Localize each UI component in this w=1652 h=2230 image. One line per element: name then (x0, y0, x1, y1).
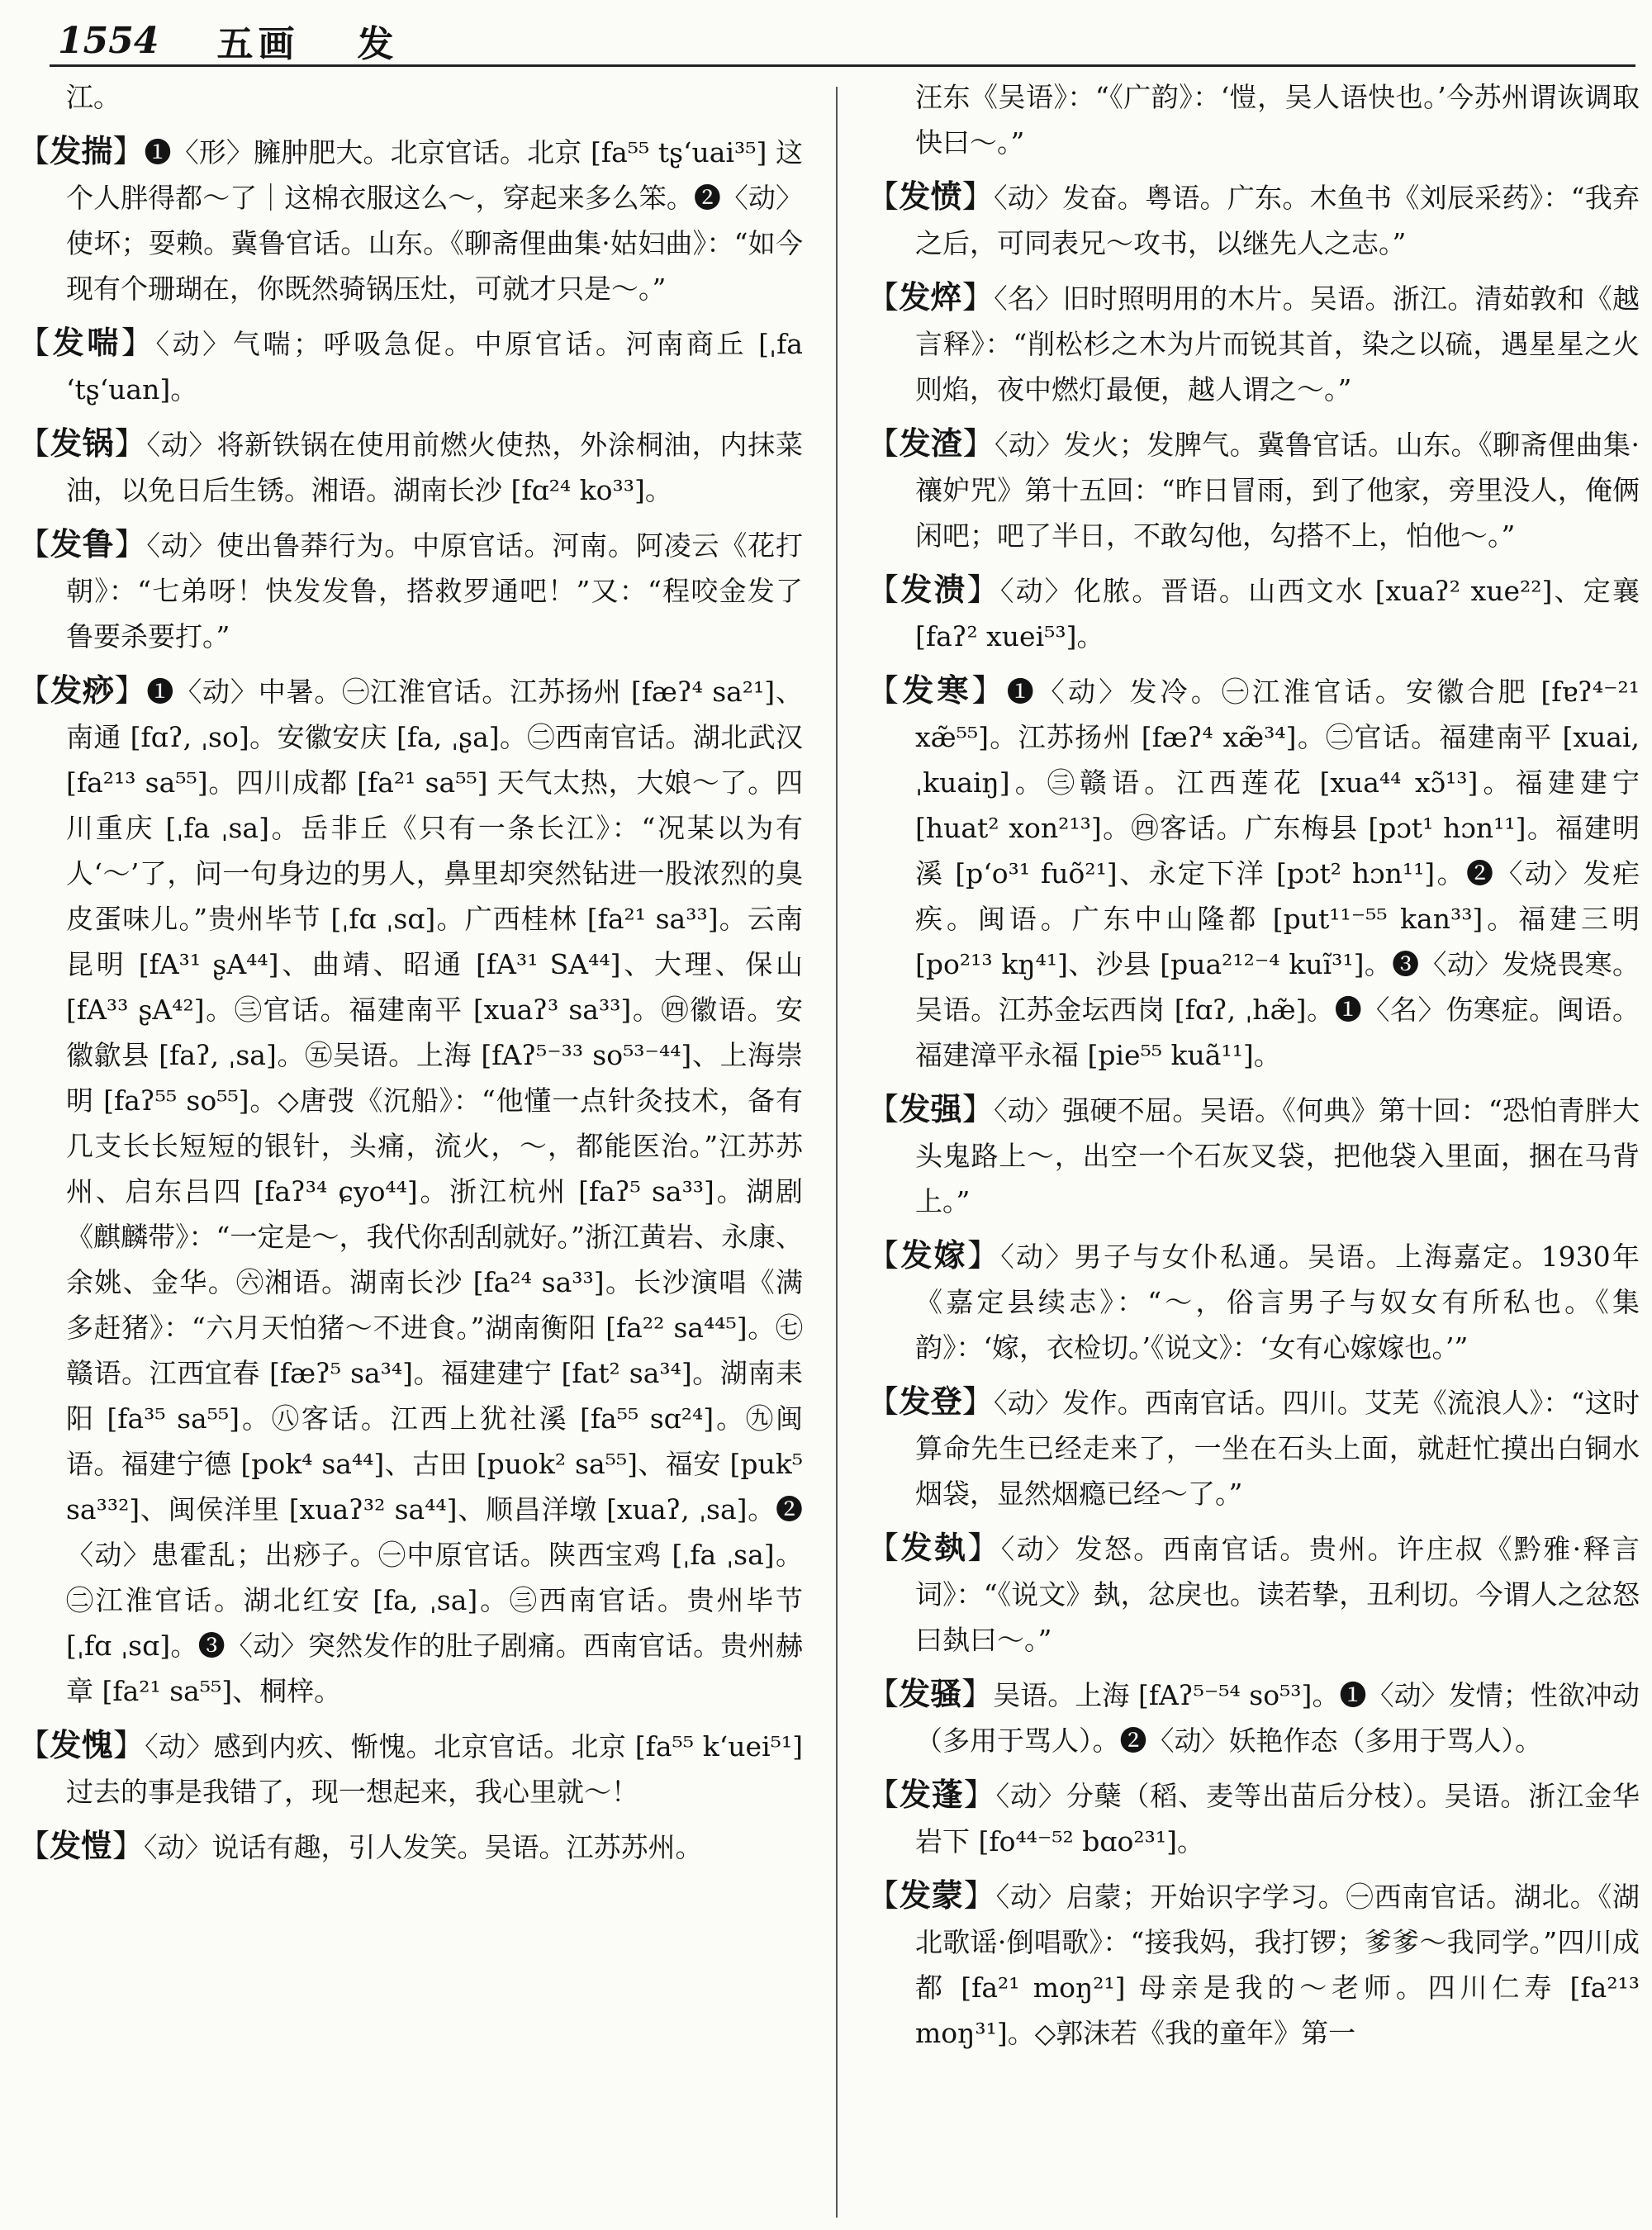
dictionary-entry: 【发强】〈动〉强硬不屈。吴语。《何典》第十回：“恐怕青胖大头鬼路上～，出空一个石灰叉袋，把他袋入里面，捆在马背上。” (867, 1090, 1640, 1217)
headword: 【发寒】 (867, 671, 1007, 709)
right-column (867, 74, 1640, 2222)
page-header (58, 12, 1635, 69)
headword: 【发愧】 (18, 1726, 145, 1763)
entry-continuation: 江。 (66, 81, 121, 113)
dictionary-entry: 【发愤】〈动〉发奋。粤语。广东。木鱼书《刘辰采药》：“我弃之后，可同表兄～攻书，以继先人之志。” (867, 178, 1640, 259)
dictionary-entry: 【发揣】❶〈形〉臃肿肥大。北京官话。北京 [fa⁵⁵ tʂ‘uai³⁵] 这个人胖得都～了｜这棉衣服这么～，穿起来多么笨。❷〈动〉使坏；耍赖。冀鲁官话。山东。《聊斋俚曲集·姑妇曲》：“如今现有个珊瑚在，你既然骑锅压灶，可就才只是～。” (18, 132, 803, 305)
dictionary-entry: 【发埶】〈动〉发怒。西南官话。贵州。许庄叔《黔雅·释言词》：“《说文》埶，忿戾也。读若挚，丑利切。今谓人之忿怒曰埶曰～。” (867, 1529, 1640, 1656)
dictionary-entry: 【发寒】❶〈动〉发冷。㊀江淮官话。安徽合肥 [fɐʔ⁴⁻²¹ xæ̃⁵⁵]。江苏扬州 [fæʔ⁴ xæ̃³⁴]。㊁官话。福建南平 [xuai, ˌkuaiŋ]。㊂赣语。江西莲花 [xua⁴⁴ xɔ̃¹³]。福建建宁 [huat² xon²¹³]。㊃客话。广东梅县 [pɔt¹ hɔn¹¹]。福建明溪 [p‘o³¹ fuõ²¹]、永定下洋 [pɔt² hɔn¹¹]。❷〈动〉发疟疾。闽语。广东中山隆都 [put¹¹⁻⁵⁵ kan³³]。福建三明 [po²¹³ kŋ⁴¹]、沙县 [pua²¹²⁻⁴ kuĩ³¹]。❸〈动〉发烧畏寒。吴语。江苏金坛西岗 [fɑʔ, ˌhæ̃]。❶〈名〉伤寒症。闽语。福建漳平永福 [pie⁵⁵ kuã¹¹]。 (867, 671, 1640, 1071)
page-number: 1554 (58, 19, 159, 62)
dictionary-entry: 【发焠】〈名〉旧时照明用的木片。吴语。浙江。清茹敦和《越言释》：“削松杉之木为片而锐其首，染之以硫，遇星星之火则焰，夜中燃灯最便，越人谓之～。” (867, 278, 1640, 406)
headword: 【发蓬】 (867, 1776, 996, 1813)
section-char: 发 (357, 23, 399, 65)
section-title: 五画 (216, 23, 300, 65)
dictionary-entry: 【发鲁】〈动〉使出鲁莽行为。中原官话。河南。阿凌云《花打朝》：“七弟呀！快发发鲁，搭救罗通吧！”又：“程咬金发了鲁要杀要打。” (18, 525, 803, 652)
headword: 【发鲁】 (18, 525, 147, 562)
headword: 【发喘】 (18, 324, 156, 361)
headword: 【发登】 (867, 1383, 995, 1420)
headword: 【发强】 (867, 1090, 995, 1127)
headword: 【发渣】 (867, 425, 995, 462)
dictionary-entry: 【发锅】〈动〉将新铁锅在使用前燃火使热，外涂桐油，内抹菜油，以免日后生锈。湘语。湖南长沙 [fɑ²⁴ ko³³]。 (18, 425, 803, 506)
headword: 【发骚】 (867, 1675, 994, 1712)
dictionary-entry: 【发骚】吴语。上海 [fAʔ⁵⁻⁵⁴ so⁵³]。❶〈动〉发情；性欲冲动（多用于骂人）。❷〈动〉妖艳作态（多用于骂人）。 (867, 1675, 1640, 1757)
headword: 【发愷】 (18, 1827, 145, 1864)
headword: 【发埶】 (867, 1529, 1001, 1566)
headword: 【发锅】 (18, 425, 147, 462)
headword: 【发揣】 (18, 132, 145, 169)
headword: 【发嫁】 (867, 1236, 1001, 1274)
dictionary-entry: 【发登】〈动〉发作。西南官话。四川。艾芜《流浪人》：“这时算命先生已经走来了，一坐在石头上面，就赶忙摸出白铜水烟袋，显然烟瘾已经～了。” (867, 1383, 1640, 1510)
dictionary-entry: 【发愧】〈动〉感到内疚、惭愧。北京官话。北京 [fa⁵⁵ k‘uei⁵¹] 过去的事是我错了，现一想起来，我心里就～！ (18, 1726, 803, 1808)
column-divider (836, 87, 838, 2218)
headword: 【发痧】 (18, 671, 147, 709)
dictionary-entry: 【发嫁】〈动〉男子与女仆私通。吴语。上海嘉定。1930年《嘉定县续志》：“～，俗言男子与奴女有所私也。《集韵》：‘嫁，衣检切。’《说文》：‘女有心嫁嫁也。’” (867, 1236, 1640, 1364)
entry-continuation: 汪东《吴语》：“《广韵》：‘愷，吴人语快也。’今苏州谓诙调取快曰～。” (915, 81, 1640, 159)
header-rule (50, 64, 1635, 67)
headword: 【发溃】 (867, 571, 1000, 608)
dictionary-entry: 【发蓬】〈动〉分蘖（稻、麦等出苗后分枝）。吴语。浙江金华岩下 [fo⁴⁴⁻⁵² bɑo²³¹]。 (867, 1776, 1640, 1858)
dictionary-entry: 【发痧】❶〈动〉中暑。㊀江淮官话。江苏扬州 [fæʔ⁴ sa²¹]、南通 [fɑʔ, ˌso]。安徽安庆 [fa, ˌʂa]。㊁西南官话。湖北武汉 [fa²¹³ sa⁵⁵]。四川成都 [fa²¹ sa⁵⁵] 天气太热，大娘～了。四川重庆 [ˌfa ˌsa]。岳非丘《只有一条长江》：“况某以为有人‘～’了，问一句身边的男人，鼻里却突然钻进一股浓烈的臭皮蛋味儿。”贵州毕节 [ˌfɑ ˌsɑ]。广西桂林 [fa²¹ sa³³]。云南昆明 [fA³¹ ʂA⁴⁴]、曲靖、昭通 [fA³¹ SA⁴⁴]、大理、保山 [fA³³ ʂA⁴²]。㊂官话。福建南平 [xuaʔ³ sa³³]。㊃徽语。安徽歙县 [faʔ, ˌsa]。㊄吴语。上海 [fAʔ⁵⁻³³ so⁵³⁻⁴⁴]、上海崇明 [faʔ⁵⁵ so⁵⁵]。◇唐弢《沉船》：“他懂一点针灸技术，备有几支长长短短的银针，头痛，流火，～，都能医治。”江苏苏州、启东吕四 [faʔ³⁴ ɕyo⁴⁴]。浙江杭州 [faʔ⁵ sa³³]。湖剧《麒麟带》：“一定是～，我代你刮刮就好。”浙江黄岩、永康、余姚、金华。㊅湘语。湖南长沙 [fa²⁴ sa³³]。长沙演唱《满多赶猪》：“六月天怕猪～不进食。”湖南衡阳 [fa²² sa⁴⁴⁵]。㊆赣语。江西宜春 [fæʔ⁵ sa³⁴]。福建建宁 [fat² sa³⁴]。湖南耒阳 [fa³⁵ sa⁵⁵]。㊇客话。江西上犹社溪 [fa⁵⁵ sɑ²⁴]。㊈闽语。福建宁德 [pok⁴ sa⁴⁴]、古田 [puok² sa⁵⁵]、福安 [puk⁵ sa³³²]、闽侯洋里 [xuaʔ³² sa⁴⁴]、顺昌洋墩 [xuaʔ, ˌsa]。❷〈动〉患霍乱；出痧子。㊀中原官话。陕西宝鸡 [ˌfa ˌsa]。㊁江淮官话。湖北红安 [fa, ˌsa]。㊂西南官话。贵州毕节 [ˌfɑ ˌsɑ]。❸〈动〉突然发作的肚子剧痛。西南官话。贵州赫章 [fa²¹ sa⁵⁵]、桐梓。 (18, 671, 803, 1707)
dictionary-entry: 【发蒙】〈动〉启蒙；开始识字学习。㊀西南官话。湖北。《湖北歌谣·倒唱歌》：“接我妈，我打锣；爹爹～我同学。”四川成都 [fa²¹ moŋ²¹] 母亲是我的～老师。四川仁寿 [fa²¹³ moŋ³¹]。◇郭沫若《我的童年》第一 (867, 1877, 1640, 2049)
dictionary-entry: 【发喘】〈动〉气喘；呼吸急促。中原官话。河南商丘 [ˌfa ʻtʂ‘uan]。 (18, 324, 803, 406)
left-column (18, 74, 803, 2222)
dictionary-entry: 【发溃】〈动〉化脓。晋语。山西文水 [xuaʔ² xue²²]、定襄 [faʔ² xuei⁵³]。 (867, 571, 1640, 652)
headword: 【发蒙】 (867, 1877, 996, 1914)
dictionary-entry: 【发愷】〈动〉说话有趣，引人发笑。吴语。江苏苏州。 (18, 1827, 703, 1864)
dictionary-entry: 【发渣】〈动〉发火；发脾气。冀鲁官话。山东。《聊斋俚曲集·禳妒咒》第十五回：“昨日冒雨，到了他家，旁里没人，俺俩闲吧；吧了半日，不敢勾他，勾搭不上，怕他～。” (867, 425, 1640, 552)
headword: 【发焠】 (867, 278, 995, 316)
headword: 【发愤】 (867, 178, 995, 215)
